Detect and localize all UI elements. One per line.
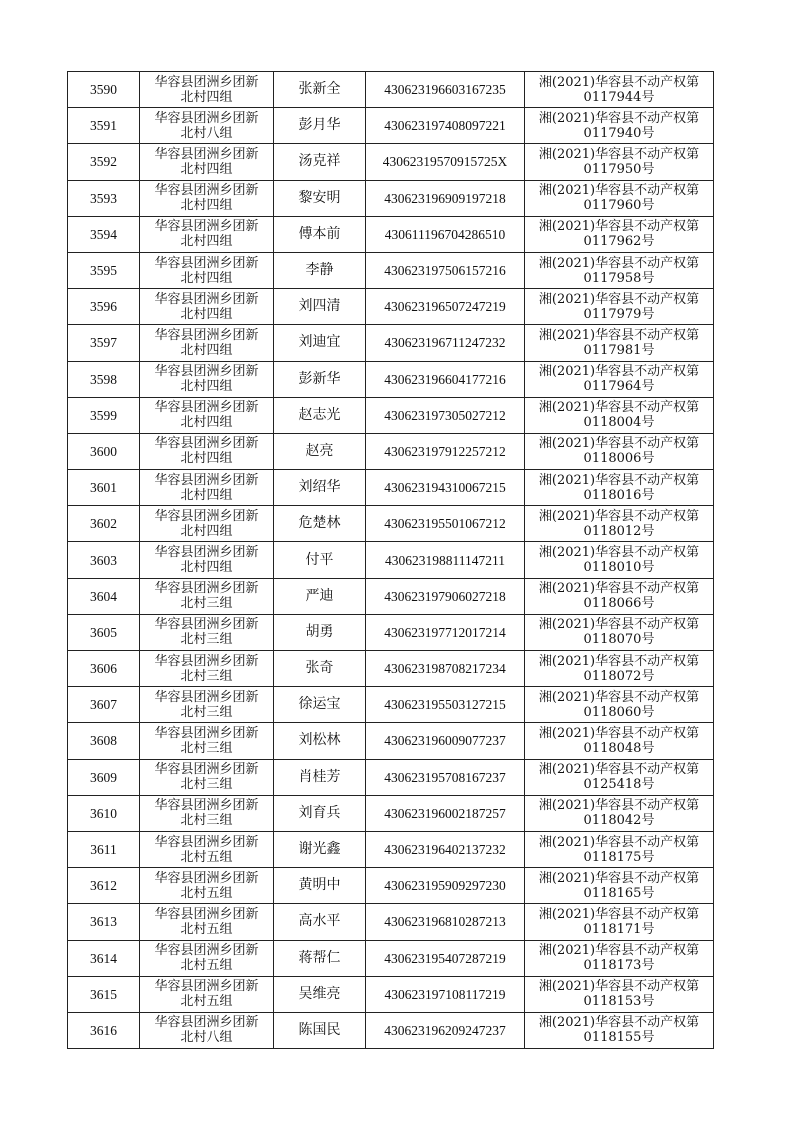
owner-name-cell: 吴维亮 bbox=[274, 976, 366, 1012]
row-number-cell: 3599 bbox=[68, 397, 140, 433]
certificate-cell bbox=[525, 252, 714, 288]
id-number-cell: 430623196604177216 bbox=[366, 361, 525, 397]
address-line-1: 华容县团洲乡团新 bbox=[154, 291, 259, 307]
owner-name-cell: 危楚林 bbox=[274, 506, 366, 542]
certificate-cell bbox=[525, 759, 714, 795]
id-number-cell: 430623197506157216 bbox=[366, 252, 525, 288]
certificate-line-2: 0125418号 bbox=[583, 777, 655, 793]
certificate-line-1: 湘(2021)华容县不动产权第 bbox=[538, 906, 700, 922]
row-number-cell: 3605 bbox=[68, 614, 140, 650]
address-line-1: 华容县团洲乡团新 bbox=[154, 219, 259, 235]
table-row bbox=[68, 795, 714, 831]
table-row bbox=[68, 361, 714, 397]
row-number-cell: 3591 bbox=[68, 108, 140, 144]
address-cell bbox=[140, 904, 274, 940]
address-line-2: 北村三组 bbox=[180, 777, 233, 793]
table-row bbox=[68, 904, 714, 940]
certificate-line-1: 湘(2021)华容县不动产权第 bbox=[538, 291, 700, 307]
address-line-1: 华容县团洲乡团新 bbox=[154, 725, 259, 741]
certificate-line-1: 湘(2021)华容县不动产权第 bbox=[538, 798, 700, 814]
table-row bbox=[68, 144, 714, 180]
owner-name-cell: 彭新华 bbox=[274, 361, 366, 397]
certificate-line-2: 0118175号 bbox=[583, 849, 655, 865]
address-line-2: 北村五组 bbox=[180, 994, 233, 1010]
address-line-1: 华容县团洲乡团新 bbox=[154, 762, 259, 778]
certificate-line-1: 湘(2021)华容县不动产权第 bbox=[538, 1015, 700, 1031]
certificate-line-1: 湘(2021)华容县不动产权第 bbox=[538, 219, 700, 235]
certificate-line-1: 湘(2021)华容县不动产权第 bbox=[538, 545, 700, 561]
certificate-line-1: 湘(2021)华容县不动产权第 bbox=[538, 979, 700, 995]
id-number-cell: 430623197906027218 bbox=[366, 578, 525, 614]
certificate-cell bbox=[525, 1012, 714, 1048]
row-number-cell: 3594 bbox=[68, 216, 140, 252]
certificate-line-2: 0117960号 bbox=[583, 198, 655, 214]
address-cell bbox=[140, 976, 274, 1012]
certificate-line-1: 湘(2021)华容县不动产权第 bbox=[538, 183, 700, 199]
certificate-line-1: 湘(2021)华容县不动产权第 bbox=[538, 400, 700, 416]
certificate-line-2: 0118012号 bbox=[583, 523, 655, 539]
owner-name-cell: 肖桂芳 bbox=[274, 759, 366, 795]
owner-name-cell: 赵亮 bbox=[274, 433, 366, 469]
certificate-line-1: 湘(2021)华容县不动产权第 bbox=[538, 617, 700, 633]
certificate-line-2: 0118004号 bbox=[583, 415, 655, 431]
certificate-line-2: 0117962号 bbox=[583, 234, 655, 250]
certificate-cell bbox=[525, 578, 714, 614]
address-line-2: 北村四组 bbox=[180, 306, 233, 322]
row-number-cell: 3593 bbox=[68, 180, 140, 216]
certificate-line-2: 0118016号 bbox=[583, 487, 655, 503]
row-number-cell: 3596 bbox=[68, 289, 140, 325]
certificate-cell bbox=[525, 108, 714, 144]
certificate-line-2: 0118060号 bbox=[583, 704, 655, 720]
address-cell bbox=[140, 433, 274, 469]
address-line-1: 华容县团洲乡团新 bbox=[154, 364, 259, 380]
certificate-cell bbox=[525, 940, 714, 976]
address-cell bbox=[140, 72, 274, 108]
address-cell bbox=[140, 795, 274, 831]
address-line-1: 华容县团洲乡团新 bbox=[154, 906, 259, 922]
certificate-line-2: 0117964号 bbox=[583, 379, 655, 395]
row-number-cell: 3595 bbox=[68, 252, 140, 288]
certificate-line-1: 湘(2021)华容县不动产权第 bbox=[538, 762, 700, 778]
certificate-cell bbox=[525, 180, 714, 216]
certificate-line-1: 湘(2021)华容县不动产权第 bbox=[538, 943, 700, 959]
address-line-2: 北村四组 bbox=[180, 379, 233, 395]
certificate-cell bbox=[525, 723, 714, 759]
certificate-cell bbox=[525, 976, 714, 1012]
address-cell bbox=[140, 687, 274, 723]
certificate-cell bbox=[525, 651, 714, 687]
certificate-line-1: 湘(2021)华容县不动产权第 bbox=[538, 653, 700, 669]
address-line-1: 华容县团洲乡团新 bbox=[154, 1015, 259, 1031]
row-number-cell: 3600 bbox=[68, 433, 140, 469]
table-row bbox=[68, 470, 714, 506]
table-row bbox=[68, 325, 714, 361]
certificate-cell bbox=[525, 795, 714, 831]
row-number-cell: 3603 bbox=[68, 542, 140, 578]
certificate-cell bbox=[525, 506, 714, 542]
id-number-cell: 430623196909197218 bbox=[366, 180, 525, 216]
owner-name-cell: 彭月华 bbox=[274, 108, 366, 144]
certificate-line-1: 湘(2021)华容县不动产权第 bbox=[538, 110, 700, 126]
records-table bbox=[67, 71, 714, 1049]
table-row bbox=[68, 723, 714, 759]
certificate-cell bbox=[525, 361, 714, 397]
table-row bbox=[68, 506, 714, 542]
address-line-2: 北村三组 bbox=[180, 668, 233, 684]
table-row bbox=[68, 180, 714, 216]
address-line-2: 北村四组 bbox=[180, 487, 233, 503]
owner-name-cell: 胡勇 bbox=[274, 614, 366, 650]
certificate-line-2: 0118048号 bbox=[583, 740, 655, 756]
address-line-2: 北村三组 bbox=[180, 596, 233, 612]
id-number-cell: 430623197108117219 bbox=[366, 976, 525, 1012]
certificate-line-1: 湘(2021)华容县不动产权第 bbox=[538, 146, 700, 162]
id-number-cell: 430623195909297230 bbox=[366, 868, 525, 904]
certificate-line-1: 湘(2021)华容县不动产权第 bbox=[538, 472, 700, 488]
address-cell bbox=[140, 1012, 274, 1048]
certificate-cell bbox=[525, 614, 714, 650]
id-number-cell: 430623195501067212 bbox=[366, 506, 525, 542]
row-number-cell: 3608 bbox=[68, 723, 140, 759]
table-row bbox=[68, 397, 714, 433]
id-number-cell: 430623196002187257 bbox=[366, 795, 525, 831]
address-line-2: 北村八组 bbox=[180, 125, 233, 141]
table-row bbox=[68, 651, 714, 687]
certificate-line-2: 0118070号 bbox=[583, 632, 655, 648]
row-number-cell: 3614 bbox=[68, 940, 140, 976]
certificate-cell bbox=[525, 542, 714, 578]
address-cell bbox=[140, 578, 274, 614]
address-line-2: 北村五组 bbox=[180, 921, 233, 937]
certificate-cell bbox=[525, 433, 714, 469]
address-cell bbox=[140, 289, 274, 325]
id-number-cell: 430623197912257212 bbox=[366, 433, 525, 469]
table-row bbox=[68, 940, 714, 976]
id-number-cell: 430623196402137232 bbox=[366, 831, 525, 867]
id-number-cell: 430623195407287219 bbox=[366, 940, 525, 976]
certificate-line-1: 湘(2021)华容县不动产权第 bbox=[538, 74, 700, 90]
id-number-cell: 430611196704286510 bbox=[366, 216, 525, 252]
owner-name-cell: 严迪 bbox=[274, 578, 366, 614]
row-number-cell: 3616 bbox=[68, 1012, 140, 1048]
certificate-line-2: 0117979号 bbox=[583, 306, 655, 322]
certificate-line-2: 0117944号 bbox=[583, 89, 655, 105]
certificate-line-2: 0117981号 bbox=[583, 342, 655, 358]
row-number-cell: 3612 bbox=[68, 868, 140, 904]
owner-name-cell: 刘育兵 bbox=[274, 795, 366, 831]
certificate-line-1: 湘(2021)华容县不动产权第 bbox=[538, 689, 700, 705]
address-line-2: 北村三组 bbox=[180, 704, 233, 720]
certificate-line-1: 湘(2021)华容县不动产权第 bbox=[538, 255, 700, 271]
certificate-line-2: 0118006号 bbox=[583, 451, 655, 467]
address-cell bbox=[140, 506, 274, 542]
owner-name-cell: 徐运宝 bbox=[274, 687, 366, 723]
certificate-line-2: 0117958号 bbox=[583, 270, 655, 286]
row-number-cell: 3598 bbox=[68, 361, 140, 397]
address-cell bbox=[140, 252, 274, 288]
owner-name-cell: 李静 bbox=[274, 252, 366, 288]
certificate-cell bbox=[525, 904, 714, 940]
owner-name-cell: 付平 bbox=[274, 542, 366, 578]
table-row bbox=[68, 289, 714, 325]
address-cell bbox=[140, 831, 274, 867]
id-number-cell: 430623196507247219 bbox=[366, 289, 525, 325]
row-number-cell: 3604 bbox=[68, 578, 140, 614]
address-line-1: 华容县团洲乡团新 bbox=[154, 327, 259, 343]
address-cell bbox=[140, 542, 274, 578]
address-line-2: 北村四组 bbox=[180, 198, 233, 214]
certificate-line-1: 湘(2021)华容县不动产权第 bbox=[538, 436, 700, 452]
address-cell bbox=[140, 940, 274, 976]
address-line-1: 华容县团洲乡团新 bbox=[154, 74, 259, 90]
table-row bbox=[68, 216, 714, 252]
address-line-2: 北村五组 bbox=[180, 958, 233, 974]
row-number-cell: 3607 bbox=[68, 687, 140, 723]
address-cell bbox=[140, 325, 274, 361]
row-number-cell: 3606 bbox=[68, 651, 140, 687]
address-line-1: 华容县团洲乡团新 bbox=[154, 834, 259, 850]
row-number-cell: 3610 bbox=[68, 795, 140, 831]
address-cell bbox=[140, 651, 274, 687]
address-line-1: 华容县团洲乡团新 bbox=[154, 798, 259, 814]
address-line-2: 北村四组 bbox=[180, 560, 233, 576]
owner-name-cell: 高水平 bbox=[274, 904, 366, 940]
owner-name-cell: 赵志光 bbox=[274, 397, 366, 433]
address-line-1: 华容县团洲乡团新 bbox=[154, 146, 259, 162]
owner-name-cell: 傅本前 bbox=[274, 216, 366, 252]
address-line-2: 北村五组 bbox=[180, 849, 233, 865]
address-line-1: 华容县团洲乡团新 bbox=[154, 943, 259, 959]
address-line-1: 华容县团洲乡团新 bbox=[154, 689, 259, 705]
address-line-2: 北村四组 bbox=[180, 161, 233, 177]
address-line-1: 华容县团洲乡团新 bbox=[154, 436, 259, 452]
row-number-cell: 3590 bbox=[68, 72, 140, 108]
address-cell bbox=[140, 108, 274, 144]
certificate-cell bbox=[525, 325, 714, 361]
certificate-line-2: 0117950号 bbox=[583, 161, 655, 177]
address-line-2: 北村四组 bbox=[180, 270, 233, 286]
address-line-1: 华容县团洲乡团新 bbox=[154, 400, 259, 416]
address-cell bbox=[140, 144, 274, 180]
certificate-line-1: 湘(2021)华容县不动产权第 bbox=[538, 870, 700, 886]
address-line-2: 北村四组 bbox=[180, 523, 233, 539]
certificate-cell bbox=[525, 289, 714, 325]
certificate-cell bbox=[525, 216, 714, 252]
address-line-2: 北村三组 bbox=[180, 740, 233, 756]
id-number-cell: 430623196209247237 bbox=[366, 1012, 525, 1048]
table-row bbox=[68, 759, 714, 795]
certificate-line-1: 湘(2021)华容县不动产权第 bbox=[538, 725, 700, 741]
owner-name-cell: 谢光鑫 bbox=[274, 831, 366, 867]
row-number-cell: 3613 bbox=[68, 904, 140, 940]
id-number-cell: 430623197712017214 bbox=[366, 614, 525, 650]
owner-name-cell: 黎安明 bbox=[274, 180, 366, 216]
address-line-1: 华容县团洲乡团新 bbox=[154, 545, 259, 561]
row-number-cell: 3601 bbox=[68, 470, 140, 506]
address-line-2: 北村四组 bbox=[180, 89, 233, 105]
id-number-cell: 430623194310067215 bbox=[366, 470, 525, 506]
id-number-cell: 430623196603167235 bbox=[366, 72, 525, 108]
owner-name-cell: 张新全 bbox=[274, 72, 366, 108]
table-row bbox=[68, 108, 714, 144]
id-number-cell: 430623197305027212 bbox=[366, 397, 525, 433]
certificate-cell bbox=[525, 687, 714, 723]
certificate-cell bbox=[525, 831, 714, 867]
address-line-1: 华容县团洲乡团新 bbox=[154, 653, 259, 669]
address-line-1: 华容县团洲乡团新 bbox=[154, 508, 259, 524]
certificate-line-2: 0118155号 bbox=[583, 1030, 655, 1046]
certificate-cell bbox=[525, 868, 714, 904]
table-row bbox=[68, 1012, 714, 1048]
row-number-cell: 3615 bbox=[68, 976, 140, 1012]
address-cell bbox=[140, 614, 274, 650]
table-row bbox=[68, 687, 714, 723]
address-line-2: 北村四组 bbox=[180, 451, 233, 467]
certificate-line-2: 0118066号 bbox=[583, 596, 655, 612]
certificate-cell bbox=[525, 72, 714, 108]
row-number-cell: 3611 bbox=[68, 831, 140, 867]
certificate-line-2: 0118072号 bbox=[583, 668, 655, 684]
id-number-cell: 430623195503127215 bbox=[366, 687, 525, 723]
owner-name-cell: 汤克祥 bbox=[274, 144, 366, 180]
table-row bbox=[68, 72, 714, 108]
address-line-1: 华容县团洲乡团新 bbox=[154, 870, 259, 886]
certificate-line-2: 0118010号 bbox=[583, 560, 655, 576]
id-number-cell: 430623196810287213 bbox=[366, 904, 525, 940]
certificate-line-2: 0118042号 bbox=[583, 813, 655, 829]
address-line-2: 北村三组 bbox=[180, 813, 233, 829]
address-cell bbox=[140, 723, 274, 759]
owner-name-cell: 蒋帮仁 bbox=[274, 940, 366, 976]
table-row bbox=[68, 252, 714, 288]
owner-name-cell: 刘迪宜 bbox=[274, 325, 366, 361]
address-line-1: 华容县团洲乡团新 bbox=[154, 183, 259, 199]
id-number-cell: 43062319570915725X bbox=[366, 144, 525, 180]
address-line-1: 华容县团洲乡团新 bbox=[154, 617, 259, 633]
row-number-cell: 3597 bbox=[68, 325, 140, 361]
certificate-cell bbox=[525, 397, 714, 433]
address-line-2: 北村三组 bbox=[180, 632, 233, 648]
table-row bbox=[68, 976, 714, 1012]
address-cell bbox=[140, 868, 274, 904]
id-number-cell: 430623198708217234 bbox=[366, 651, 525, 687]
certificate-cell bbox=[525, 470, 714, 506]
address-line-2: 北村八组 bbox=[180, 1030, 233, 1046]
address-cell bbox=[140, 361, 274, 397]
row-number-cell: 3609 bbox=[68, 759, 140, 795]
address-line-1: 华容县团洲乡团新 bbox=[154, 255, 259, 271]
certificate-line-1: 湘(2021)华容县不动产权第 bbox=[538, 581, 700, 597]
owner-name-cell: 陈国民 bbox=[274, 1012, 366, 1048]
address-line-2: 北村四组 bbox=[180, 415, 233, 431]
address-cell bbox=[140, 470, 274, 506]
table-row bbox=[68, 614, 714, 650]
table-row bbox=[68, 542, 714, 578]
records-sheet bbox=[67, 71, 713, 1049]
owner-name-cell: 张奇 bbox=[274, 651, 366, 687]
address-line-1: 华容县团洲乡团新 bbox=[154, 472, 259, 488]
address-line-2: 北村四组 bbox=[180, 234, 233, 250]
table-row bbox=[68, 433, 714, 469]
id-number-cell: 430623196711247232 bbox=[366, 325, 525, 361]
table-row bbox=[68, 578, 714, 614]
owner-name-cell: 刘四清 bbox=[274, 289, 366, 325]
certificate-line-2: 0118153号 bbox=[583, 994, 655, 1010]
owner-name-cell: 刘绍华 bbox=[274, 470, 366, 506]
certificate-line-1: 湘(2021)华容县不动产权第 bbox=[538, 364, 700, 380]
address-line-1: 华容县团洲乡团新 bbox=[154, 979, 259, 995]
owner-name-cell: 黄明中 bbox=[274, 868, 366, 904]
certificate-line-1: 湘(2021)华容县不动产权第 bbox=[538, 508, 700, 524]
address-cell bbox=[140, 397, 274, 433]
records-table-body bbox=[68, 72, 714, 1049]
certificate-line-1: 湘(2021)华容县不动产权第 bbox=[538, 327, 700, 343]
id-number-cell: 430623196009077237 bbox=[366, 723, 525, 759]
id-number-cell: 430623197408097221 bbox=[366, 108, 525, 144]
address-line-2: 北村四组 bbox=[180, 342, 233, 358]
address-cell bbox=[140, 216, 274, 252]
owner-name-cell: 刘松林 bbox=[274, 723, 366, 759]
certificate-line-1: 湘(2021)华容县不动产权第 bbox=[538, 834, 700, 850]
id-number-cell: 430623195708167237 bbox=[366, 759, 525, 795]
certificate-line-2: 0117940号 bbox=[583, 125, 655, 141]
certificate-line-2: 0118171号 bbox=[583, 921, 655, 937]
certificate-cell bbox=[525, 144, 714, 180]
row-number-cell: 3592 bbox=[68, 144, 140, 180]
address-line-1: 华容县团洲乡团新 bbox=[154, 110, 259, 126]
address-line-2: 北村五组 bbox=[180, 885, 233, 901]
address-cell bbox=[140, 180, 274, 216]
table-row bbox=[68, 868, 714, 904]
row-number-cell: 3602 bbox=[68, 506, 140, 542]
address-cell bbox=[140, 759, 274, 795]
certificate-line-2: 0118165号 bbox=[583, 885, 655, 901]
table-row bbox=[68, 831, 714, 867]
address-line-1: 华容县团洲乡团新 bbox=[154, 581, 259, 597]
certificate-line-2: 0118173号 bbox=[583, 958, 655, 974]
id-number-cell: 430623198811147211 bbox=[366, 542, 525, 578]
